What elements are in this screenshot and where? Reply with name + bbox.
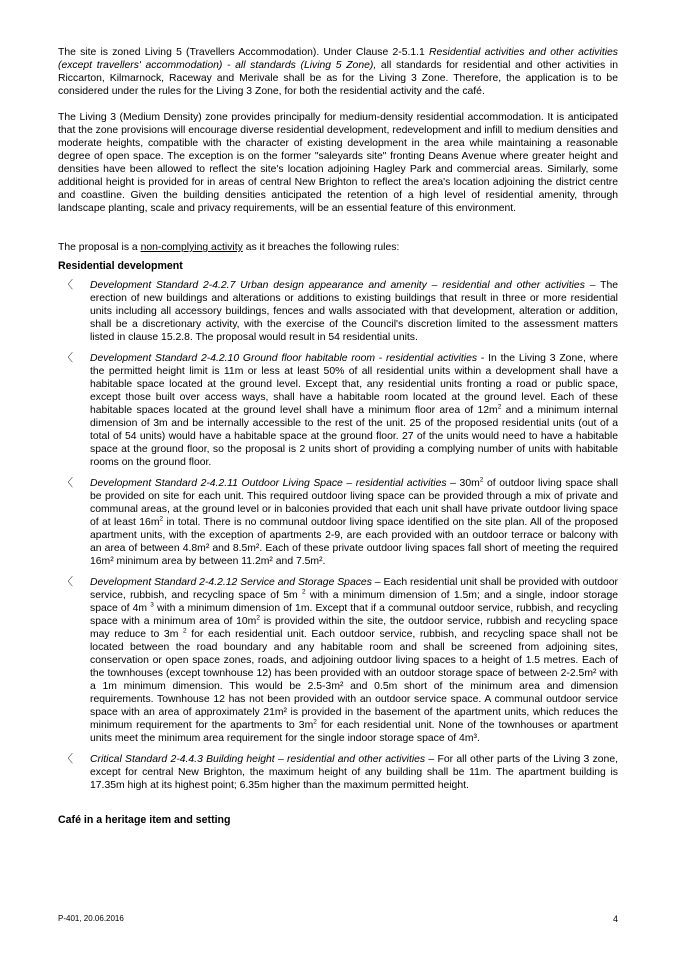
rule-body: with a minimum dimension of 1.5m; and a single, indoor storage space of 4m (90, 590, 619, 614)
list-item (58, 279, 618, 344)
living3-paragraph: The Living 3 (Medium Density) zone provides principally for medium-density residential accommodation. It is anticipated that the zone provisions will encourage diverse residential development, redevelopment and infill to medium densities and moderate heights, compatible with the character of existing development in the area while maintaining a reasonable degree of open space. The exception is on the former "saleyards site" fronting Deans Avenue where greater height and densities have been allowed to reflect the site's location adjoining Hagley Park and commercial areas. Similarly, some additional height is provided for in areas of central New Brighton to reflect the area's location adjoining the district centre and coastline. Given the building densities anticipated the retention of a high level of residential amenity, through landscape planting, scale and privacy requirements, will be an essential feature of this environment. (58, 112, 618, 214)
bullet-icon: 〈 (62, 576, 73, 588)
rule-body: The erection of new buildings and alterations or additions to existing buildings that result in three or more residential units including all accessory buildings, fences and walls associated with that development, alteration or addition, shall be a discretionary activity, with the exercise of the Council's discretion limited to the assessment matters listed in clause 15.2.8. The proposal would result in 54 residential units. (90, 280, 619, 343)
rule-body: – For all other parts of the Living 3 zone, except for central New Brighton, the maximum height of any building shall be 11m. The apartment building is 17.35m high at its highest point; 6.35m higher than the maximum permitted height. (90, 754, 618, 791)
bullet-icon: 〈 (62, 753, 73, 765)
rule-text (90, 352, 618, 469)
list-item (58, 753, 618, 792)
rules-list (58, 279, 618, 792)
rule-title: Development Standard 2-4.2.11 Outdoor Living Space – residential activities (90, 478, 447, 489)
rule-body: – 30m (446, 478, 480, 489)
rule-body: for each residential unit. Each outdoor service, rubbish, and recycling space shall not be located between the road boundary and any habitable room and shall be screened from adjoining sites, conservation or open space zones, roads, and adjoining outdoor living spaces to a height of 1.5 metres. Each of the townhouses (except townhouse 12) has been provided with an outdoor storage space of between 2-2.5m² with a 1m minimum dimension. This would be 2.5-3m² and 0.5m short of the minimum area and dimension requirements. Townhouse 12 has not been provided with an outdoor service space. A communal outdoor service space with an area of approximately 21m² is provided in the basement of the apartment units, which reduces the minimum requirement for the apartments to 3m (90, 629, 618, 731)
superscript: 2 (479, 476, 484, 484)
rule-title: Development Standard 2-4.2.10 Ground floor habitable room - residential activities (90, 353, 478, 364)
spacer (58, 215, 618, 241)
rule-text (90, 576, 618, 745)
list-item (58, 477, 618, 568)
list-item (58, 352, 618, 469)
rule-title: Development Standard 2-4.2.7 Urban design appearance and amenity – residential and other activities – (90, 280, 596, 291)
superscript: 2 (302, 588, 306, 596)
rule-title: Development Standard 2-4.2.12 Service and Storage Spaces (90, 577, 372, 588)
zoning-paragraph (58, 46, 618, 98)
bullet-icon: 〈 (62, 477, 73, 489)
cafe-heritage-heading: Café in a heritage item and setting (58, 814, 231, 826)
rule-body: with a minimum dimension of 1m. Except that if a communal outdoor service, rubbish, and recycling space with a minimum area of 10m (90, 603, 618, 627)
superscript: 2 (497, 403, 502, 411)
rule-body: in total. There is no communal outdoor living space identified on the site plan. All of the proposed apartment units, with the exception of apartments 2-9, are each provided with an outdoor terrace or balcony with an area of between 4.8m² and 8.5m². Each of these private outdoor living spaces fall short of meeting the required 16m² minimum area by between 11.2m² and 7.5m². (90, 517, 618, 567)
non-complying-activity-text: non-complying activity (140, 242, 243, 253)
bullet-icon: 〈 (62, 352, 73, 364)
document-page (58, 46, 618, 827)
text-span: as it breaches the following rules: (242, 242, 400, 253)
rule-body: and a minimum internal dimension of 3m and be internally accessible to the rest of the unit. 25 of the proposed residential units (out of a total of 54 units) would have a habitable space at the ground floor. 27 of the units would need to have a habitable space at the ground floor, so the proposal is 2 units short of providing a complying number of units with habitable rooms on the ground floor. (90, 405, 618, 468)
residential-development-heading: Residential development (58, 260, 183, 272)
text-span: The site is zoned Living 5 (Travellers Accommodation). Under Clause 2-5.1.1 (58, 47, 430, 58)
list-item (58, 576, 618, 745)
bullet-icon: 〈 (62, 279, 73, 291)
rule-body: is provided within the site, the outdoor service, rubbish and recycling space may reduce to 3m (90, 616, 618, 640)
text-span: The proposal is a (58, 242, 141, 253)
document-reference: P-401, 20.06.2016 (58, 914, 124, 923)
page-number: 4 (612, 914, 618, 924)
superscript: 3 (150, 601, 154, 609)
rule-text (90, 477, 618, 568)
proposal-paragraph (58, 241, 618, 254)
superscript: 2 (256, 614, 260, 622)
superscript: 2 (182, 627, 187, 635)
clause-title: Residential activities and other activities (except travellers' accommodation) - all standards (Living 5 Zone), (58, 47, 618, 71)
superscript: 2 (159, 515, 164, 523)
rule-text (90, 753, 618, 792)
rule-text (90, 279, 618, 344)
rule-body: of outdoor living space shall be provided on site for each unit. This required outdoor living space can be provided through a mix of private and communal areas, at the ground level or in balconies provided that each unit shall have private outdoor living space of at least 16m (90, 478, 619, 528)
rule-body: - In the Living 3 Zone, where the permitted height limit is 11m or less at least 50% of all residential units within a development shall have a habitable space located at the ground level. Except that, any residential units fronting a road or public space, except those built over access ways, shall have a habitable room located at the ground level. Each of these habitable spaces located at the ground level shall have a minimum floor area of 12m (90, 353, 618, 416)
superscript: 2 (313, 718, 317, 726)
rule-body: – Each residential unit shall be provided with outdoor service, rubbish, and recycling space of 5m (90, 577, 618, 601)
text-span: all standards for residential and other activities in Riccarton, Kilmarnock, Raceway and Merivale shall be as for the Living 3 Zone. Therefore, the application is to be considered under the rules for the Living 3 Zone, for both the residential activity and the café. (58, 60, 618, 97)
rule-title: Critical Standard 2-4.4.3 Building height – residential and other activities (90, 754, 426, 765)
rule-body: for each residential unit. None of the townhouses or apartment units meet the minimum area requirement for the single indoor storage space of 4m³. (90, 720, 618, 744)
